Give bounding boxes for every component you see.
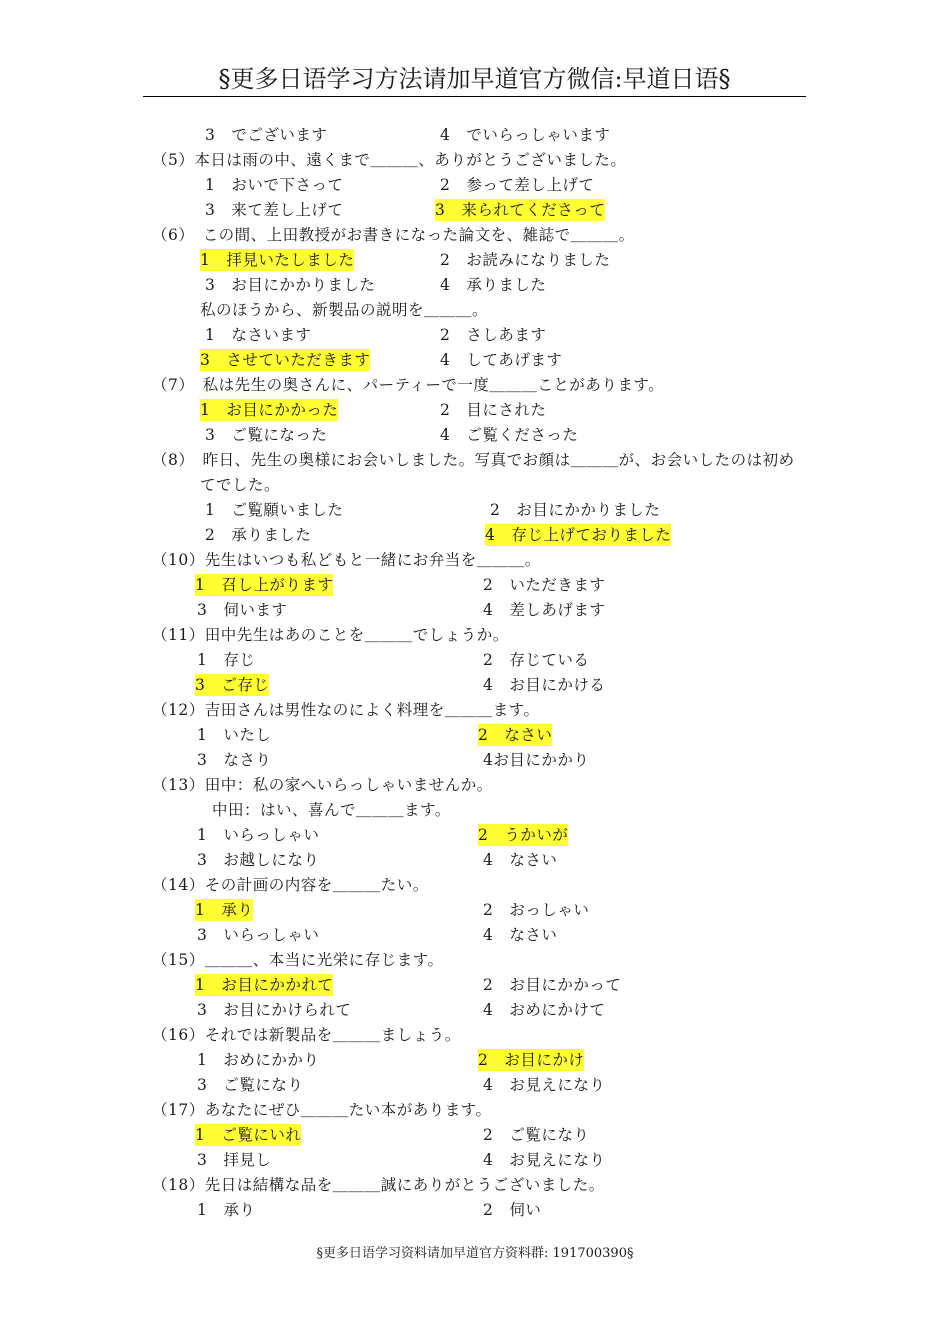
text-line: 3 拝見し <box>197 1151 272 1169</box>
text-line: 1 承り <box>197 1201 256 1219</box>
text-line: 2 お読みになりました <box>440 251 611 269</box>
text-line: 4 なさい <box>483 926 558 944</box>
highlighted-answer-line: 1 承り <box>195 901 254 919</box>
text-line: 2 存じている <box>483 651 590 669</box>
text-line: 4お目にかかり <box>483 751 590 769</box>
highlighted-answer-line: 3 ご存じ <box>195 676 270 694</box>
text-line: 4 おめにかけて <box>483 1001 606 1019</box>
text-line: （12）吉田さんは男性なのによく料理を＿＿＿ます。 <box>152 701 540 719</box>
highlighted-answer-line: 3 させていただきます <box>200 351 371 369</box>
text-line: 1 ご覧願いました <box>205 501 344 519</box>
text-line: 2 いただきます <box>483 576 606 594</box>
text-line: 3 お越しになり <box>197 851 320 869</box>
text-line: 4 差しあげます <box>483 601 606 619</box>
text-line: 4 承りました <box>440 276 547 294</box>
highlighted-answer-line: 2 なさい <box>478 726 553 744</box>
text-line: 私のほうから、新製品の説明を＿＿＿。 <box>200 301 489 319</box>
text-line: （10）先生はいつも私どもと一緒にお弁当を＿＿＿。 <box>152 551 541 569</box>
text-line: （6） この間、上田教授がお書きになった論文を、雑誌で＿＿＿。 <box>152 226 635 244</box>
text-line: 3 いらっしゃい <box>197 926 320 944</box>
text-line: （7） 私は先生の奥さんに、パーティーで一度＿＿＿ことがあります。 <box>152 376 665 394</box>
text-line: 1 存じ <box>197 651 256 669</box>
text-line: （14）その計画の内容を＿＿＿たい。 <box>152 876 429 894</box>
text-line: 4 なさい <box>483 851 558 869</box>
text-line: 1 おめにかかり <box>197 1051 320 1069</box>
text-line: 1 なさいます <box>205 326 312 344</box>
highlighted-answer-line: 1 お目にかかった <box>200 401 339 419</box>
text-line: 1 いたし <box>197 726 272 744</box>
text-line: 3 伺います <box>197 601 288 619</box>
text-line: 2 おっしゃい <box>483 901 590 919</box>
text-line: （17）あなたにぜひ＿＿＿たい本があります。 <box>152 1101 492 1119</box>
highlighted-answer-line: 1 お目にかかれて <box>195 976 334 994</box>
text-line: 3 ご覧になった <box>205 426 328 444</box>
text-line: 4 お見えになり <box>483 1076 606 1094</box>
text-line: 3 お目にかけられて <box>197 1001 352 1019</box>
text-line: （11）田中先生はあのことを＿＿＿でしょうか。 <box>152 626 509 644</box>
highlighted-answer-line: 2 うかいが <box>478 826 569 844</box>
text-line: 2 お目にかかって <box>483 976 622 994</box>
text-line: 3 ご覧になり <box>197 1076 304 1094</box>
text-line: 3 でございます <box>205 126 328 144</box>
text-line: 2 承りました <box>205 526 312 544</box>
text-line: 3 なさり <box>197 751 272 769</box>
text-line: 中田：はい、喜んで＿＿＿ます。 <box>212 801 451 819</box>
highlighted-answer-line: 1 召し上がります <box>195 576 334 594</box>
text-line: 2 伺い <box>483 1201 542 1219</box>
text-line: 2 参って差し上げて <box>440 176 595 194</box>
text-line: 2 さしあます <box>440 326 547 344</box>
text-line: 3 来て差し上げて <box>205 201 344 219</box>
highlighted-answer-line: 4 存じ上げておりました <box>485 526 672 544</box>
text-line: 4 お見えになり <box>483 1151 606 1169</box>
text-line: （13）田中：私の家へいらっしゃいませんか。 <box>152 776 493 794</box>
highlighted-answer-line: 3 来られてくださって <box>435 201 606 219</box>
page-header-title: §更多日语学习方法请加早道官方微信:早道日语§ <box>218 65 731 93</box>
text-line: （8） 昨日、先生の奥様にお会いしました。写真でお顔は＿＿＿が、お会いしたのは初め <box>152 451 795 469</box>
text-line: 1 いらっしゃい <box>197 826 320 844</box>
highlighted-answer-line: 2 お目にかけ <box>478 1051 585 1069</box>
text-line: 3 お目にかかりました <box>205 276 376 294</box>
text-line: てでした。 <box>200 476 281 494</box>
text-line: 2 目にされた <box>440 401 547 419</box>
text-line: （16）それでは新製品を＿＿＿ましょう。 <box>152 1026 461 1044</box>
text-line: 4 ご覧くださった <box>440 426 579 444</box>
page-footer: §更多日语学习资料请加早道官方资料群: 191700390§ <box>316 1246 634 1261</box>
text-line: 4 してあげます <box>440 351 563 369</box>
text-line: （18）先日は結構な品を＿＿＿誠にありがとうございました。 <box>152 1176 605 1194</box>
text-line: 2 ご覧になり <box>483 1126 590 1144</box>
text-line: （15）＿＿＿、本当に光栄に存じます。 <box>152 951 444 969</box>
header-divider <box>143 96 806 97</box>
text-line: 4 でいらっしゃいます <box>440 126 611 144</box>
text-line: （5）本日は雨の中、遠くまで＿＿＿、ありがとうございました。 <box>152 151 627 169</box>
text-line: 1 おいで下さって <box>205 176 344 194</box>
text-line: 2 お目にかかりました <box>490 501 661 519</box>
highlighted-answer-line: 1 ご覧にいれ <box>195 1126 302 1144</box>
text-line: 4 お目にかける <box>483 676 606 694</box>
highlighted-answer-line: 1 拝見いたしました <box>200 251 355 269</box>
